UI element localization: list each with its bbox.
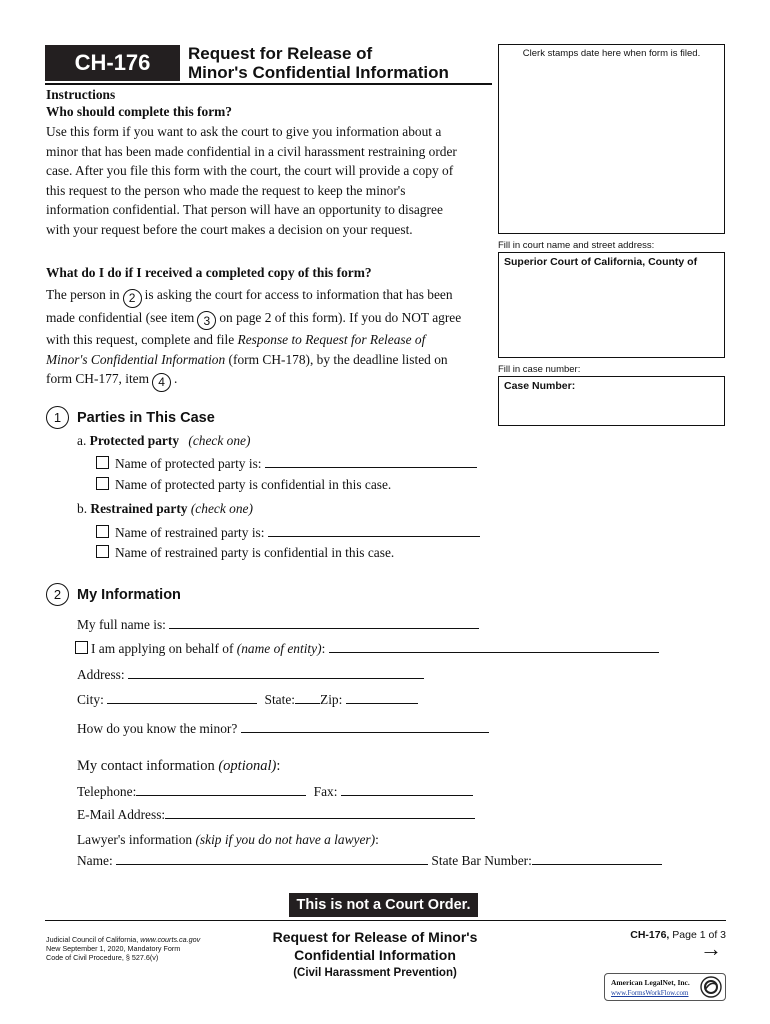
restrained-party-heading: b. Restrained party (check one)	[77, 501, 253, 516]
form-id: CH-176	[74, 50, 151, 75]
footer-subtitle: (Civil Harassment Prevention)	[293, 967, 457, 979]
not-court-order-banner	[289, 893, 478, 917]
instructions-p1-line: Use this form if you want to ask the court to give you information about a	[46, 124, 442, 139]
restrained-party-name-field[interactable]	[268, 524, 480, 537]
lawyer-heading: Lawyer's information (skip if you do not have a lawyer):	[77, 832, 379, 847]
not-court-order-text: This is not a Court Order.	[296, 897, 471, 913]
restrained-party-name-option[interactable]: Name of restrained party is:	[96, 524, 480, 541]
entity-name-field[interactable]	[329, 640, 659, 653]
protected-party-confidential-option[interactable]: Name of protected party is confidential in this case.	[96, 477, 391, 493]
city-state-zip-row: City: State: Zip:	[77, 691, 418, 708]
form-id-badge	[45, 45, 180, 81]
case-number-box[interactable]	[498, 376, 725, 426]
protected-party-name-option[interactable]: Name of protected party is:	[96, 455, 477, 472]
section-1-title: Parties in This Case	[77, 409, 215, 426]
form-title-line2: Minor's Confidential Information	[188, 63, 449, 82]
footer-title-line2: Confidential Information	[294, 947, 456, 963]
telephone-field[interactable]	[136, 783, 306, 796]
case-number-label: Fill in case number:	[498, 364, 581, 375]
fax-field[interactable]	[341, 783, 473, 796]
protected-party-name-checkbox[interactable]	[96, 456, 109, 469]
full-name-row: My full name is:	[77, 616, 479, 633]
page-number: Page 1 of 3	[672, 929, 726, 941]
lawyer-name-row: Name: State Bar Number:	[77, 852, 662, 869]
restrained-party-confidential-checkbox[interactable]	[96, 545, 109, 558]
behalf-checkbox[interactable]	[75, 641, 88, 654]
item-ref-4: 4	[152, 373, 171, 392]
section-2-header	[46, 583, 181, 606]
section-1-number: 1	[46, 406, 69, 429]
behalf-row: I am applying on behalf of (name of entity):	[75, 640, 659, 657]
section-2-number: 2	[46, 583, 69, 606]
section-2-title: My Information	[77, 586, 181, 603]
courts-url: www.courts.ca.gov	[140, 935, 201, 944]
clerk-stamp-box	[498, 44, 725, 234]
restrained-party-confidential-option[interactable]: Name of restrained party is confidential in this case.	[96, 545, 394, 561]
email-field[interactable]	[165, 806, 475, 819]
section-1-header	[46, 406, 215, 429]
instructions-p1-line: minor that has been made confidential in a civil harassment restraining order	[46, 143, 457, 159]
instructions-p1-line: information confidential. That person will have an opportunity to disagree	[46, 202, 443, 217]
instructions-heading: Instructions	[46, 87, 116, 102]
court-name-value: Superior Court of California, County of	[504, 256, 698, 268]
legalnet-logo-icon	[700, 976, 722, 998]
instructions-q1: Who should complete this form?	[46, 104, 232, 119]
clerk-stamp-label: Clerk stamps date here when form is filed.	[522, 48, 701, 59]
address-field[interactable]	[128, 666, 424, 679]
instructions-q2: What do I do if I received a completed copy of this form?	[46, 265, 372, 280]
court-name-box[interactable]	[498, 252, 725, 358]
zip-field[interactable]	[346, 691, 418, 704]
item-ref-2: 2	[123, 289, 142, 308]
footer-left: Judicial Council of California, www.courts.ca.gov New September 1, 2020, Mandatory Form Code of Civil Procedure, § 527.6(v)	[46, 935, 201, 962]
instructions-p1-line: this request to the person who made the request to keep the minor's	[46, 182, 406, 198]
protected-party-name-field[interactable]	[265, 455, 477, 468]
contact-heading: My contact information (optional):	[77, 758, 281, 774]
instructions	[46, 87, 486, 239]
instructions-p1-line: case. After you file this form with the court, the court will provide a copy of	[46, 163, 454, 178]
full-name-field[interactable]	[169, 616, 479, 629]
form-title	[188, 44, 449, 82]
next-page-arrow[interactable]: →	[700, 936, 722, 961]
header-rule	[45, 83, 492, 85]
form-title-line1: Request for Release of	[188, 44, 373, 63]
email-row: E-Mail Address:	[77, 806, 475, 823]
know-minor-field[interactable]	[241, 720, 489, 733]
protected-party-heading: a. Protected party (check one)	[77, 433, 251, 448]
city-field[interactable]	[107, 691, 257, 704]
know-minor-row: How do you know the minor?	[77, 720, 489, 737]
lawyer-name-field[interactable]	[116, 852, 428, 865]
address-row: Address:	[77, 666, 424, 683]
footer-form-id: CH-176,	[630, 929, 670, 941]
restrained-party-name-checkbox[interactable]	[96, 525, 109, 538]
legalnet-badge	[604, 973, 726, 1001]
court-name-label: Fill in court name and street address:	[498, 240, 655, 251]
footer-rule	[45, 920, 726, 921]
legalnet-url: www.FormsWorkFlow.com	[611, 989, 689, 997]
legalnet-name: American LegalNet, Inc.	[611, 978, 690, 987]
protected-party-confidential-checkbox[interactable]	[96, 477, 109, 490]
state-field[interactable]	[295, 691, 320, 704]
telephone-fax-row: Telephone: Fax:	[77, 783, 473, 800]
item-ref-3: 3	[197, 311, 216, 330]
case-number-value: Case Number:	[504, 380, 576, 392]
instructions-p1-line: with your request before the court makes a decision on your request.	[46, 221, 413, 237]
footer-center	[240, 928, 510, 981]
state-bar-number-field[interactable]	[532, 852, 662, 865]
instructions-part2: What do I do if I received a completed copy of this form? The person in 2 is asking the court for access to information that has been made confidential (see item 3 on page 2 of this form). If you do NOT agree with this request, complete and file Response to Request for Release of Minor's Confidential Information (form CH-178), by the deadline listed on form CH-177, item 4 .	[46, 264, 491, 392]
footer-title-line1: Request for Release of Minor's	[272, 929, 478, 945]
